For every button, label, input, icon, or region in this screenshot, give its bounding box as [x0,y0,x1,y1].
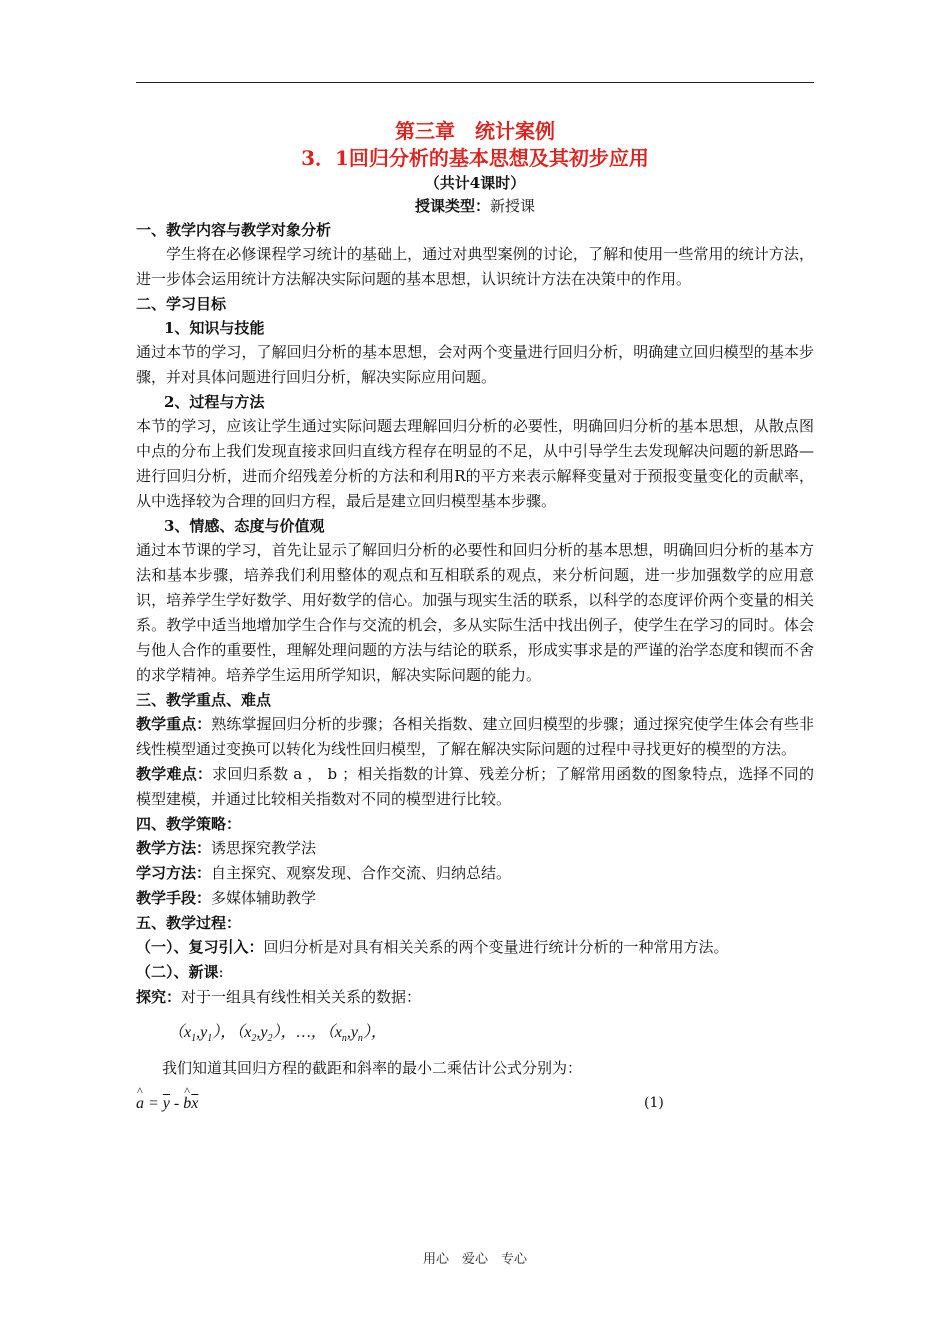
learning-method-text: 自主探究、观察发现、合作交流、归纳总结。 [211,864,512,882]
key-points-label: 教学重点： [136,715,212,733]
difficult-points [136,762,814,812]
explore [136,985,814,1010]
page-footer: 用心 爱心 专心 [422,1252,527,1267]
section-1-paragraph: 学生将在必修课程学习统计的基础上，通过对典型案例的讨论，了解和使用一些常用的统计方法，进一步体会运用统计方法解决实际问题的基本思想，认识统计方法在决策中的作用。 [136,245,814,288]
new-lesson [136,960,814,985]
learning-method-label: 学习方法： [136,864,212,882]
new-lesson-colon: : [218,963,224,981]
chapter-title: 第三章 统计案例 [395,119,555,143]
section-3-heading: 三、教学重点、难点 [136,691,272,709]
learning-method [136,861,814,886]
process-paragraph: 本节的学习，应该让学生通过实际问题去理解回归分析的必要性，明确回归分析的基本思想，从散点图中点的分布上我们发现直接求回归直线方程存在明显的不足，从中引导学生去发现解决问题的新思路—进行回归分析，进而介绍残差分析的方法和利用R的平方来表示解释变量对于预报变量变化的贡献率，从中选择较为合理的回归方程，最后是建立回归模型基本步骤。 [136,417,814,510]
class-hours: （共计4课时） [424,174,526,192]
b-hat-symbol: ^ b [183,1090,191,1118]
knowledge-heading: 1、知识与技能 [164,319,265,337]
explore-text: 对于一组具有线性相关关系的数据： [181,988,422,1006]
section-4-heading: 四、教学策略： [136,815,242,833]
lesson-type-value: 新授课 [490,197,536,215]
explore-label: 探究： [136,988,182,1006]
teaching-method-text: 诱思探究教学法 [211,839,317,857]
teaching-means [136,886,814,911]
process-heading: 2、过程与方法 [164,393,265,411]
attitude-paragraph: 通过本节课的学习，首先让显示了解回归分析的必要性和回归分析的基本思想，明确回归分析的基本方法和基本步骤，培养我们利用整体的观点和互相联系的观点，来分析问题，进一步加强数学的应用意识，培养学生学好数学、用好数学的信心。加强与现实生活的联系，以科学的态度评价两个变量的相关系。教学中适当地增加学生合作与交流的机会，多从实际生活中找出例子，使学生在学习的同时。体会与他人合作的重要性，理解处理问题的方法与结论的联系，形成实事求是的严谨的治学态度和锲而不舍的求学精神。培养学生运用所学知识，解决实际问题的能力。 [136,541,814,684]
formula-intro: 我们知道其回归方程的截距和斜率的最小二乘估计公式分别为： [162,1059,583,1077]
key-points [136,712,814,762]
attitude-heading: 3、情感、态度与价值观 [164,517,325,535]
review-label: （一）、复习引入： [136,938,264,956]
difficult-points-label: 教学难点： [136,765,213,783]
teaching-means-text: 多媒体辅助教学 [211,889,317,907]
review-intro [136,935,814,960]
section-2-heading: 二、学习目标 [136,295,227,313]
a-hat-symbol: ^ a [136,1090,144,1118]
lesson-type [136,194,814,218]
intercept-formula: ^ $a = \overline{y}$ - ^ $b\overline{x}$ (1) [136,1089,814,1117]
difficult-points-text: 求回归系数 a ， b ；相关指数的计算、残差分析；了解常用函数的图象特点，选择不同的模型建模，并通过比较相关指数对不同的模型进行比较。 [136,765,814,808]
key-points-text: 熟练掌握回归分析的步骤；各相关指数、建立回归模型的步骤；通过探究使学生体会有些非线性模型通过变换可以转化为线性回归模型，了解在解决实际问题的过程中寻找更好的模型的方法。 [136,715,814,758]
review-text: 回归分析是对具有相关关系的两个变量进行统计分析的一种常用方法。 [263,938,729,956]
equation-number: (1) [644,1095,664,1111]
knowledge-paragraph: 通过本节的学习，了解回归分析的基本思想，会对两个变量进行回归分析，明确建立回归模型的基本步骤，并对具体问题进行回归分析，解决实际应用问题。 [136,343,814,386]
section-1-heading: 一、教学内容与教学对象分析 [136,221,332,239]
header-rule [136,82,814,83]
teaching-method-label: 教学方法： [136,839,212,857]
teaching-method [136,836,814,861]
section-title: 3．1回归分析的基本思想及其初步应用 [301,146,649,170]
teaching-means-label: 教学手段： [136,889,212,907]
document-body [136,118,814,1117]
lesson-type-label: 授课类型： [414,197,490,215]
data-points-formula: $(x_1,y_1)$，$(x_2,y_2)$，…，$(x_n,y_n)$， [168,1024,387,1045]
section-5-heading: 五、教学过程： [136,914,242,932]
new-lesson-label: （二）、新课 [136,963,219,981]
